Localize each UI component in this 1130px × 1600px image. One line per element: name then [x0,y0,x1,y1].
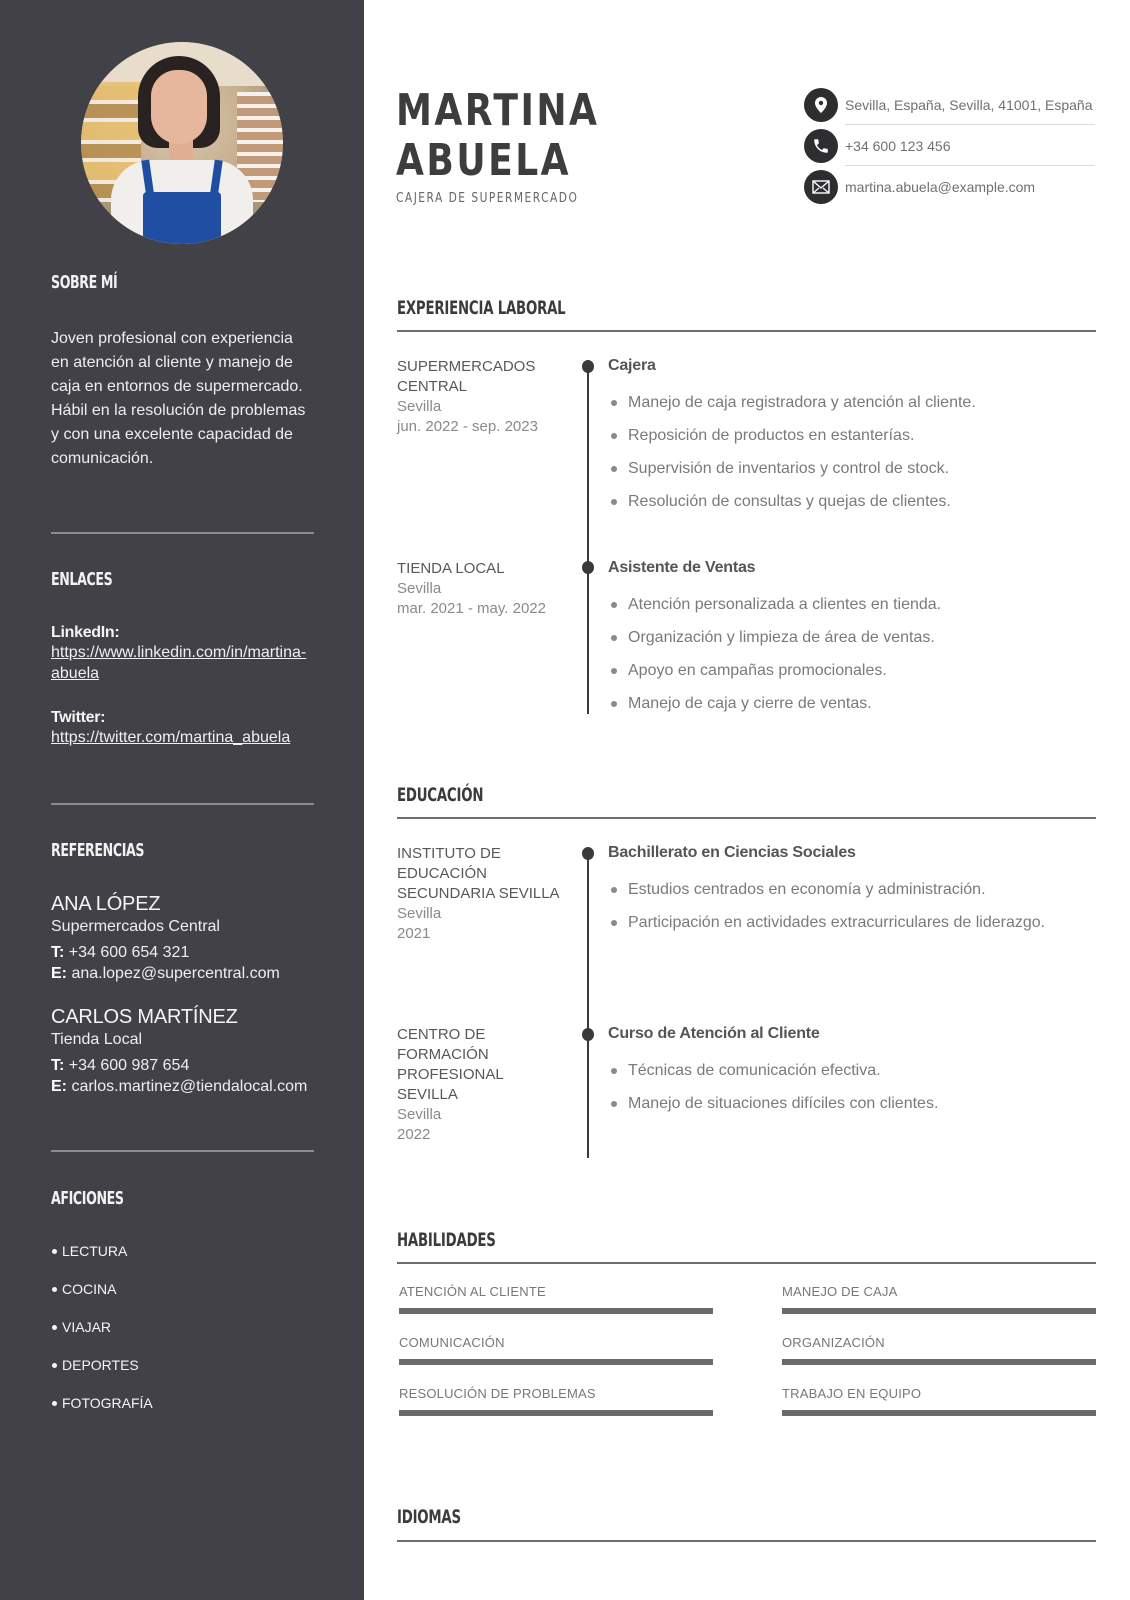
skill-label: COMUNICACIÓN [399,1335,505,1350]
list-item: Apoyo en campañas promocionales. [608,661,1096,681]
skill-bar [399,1308,713,1314]
institution: INSTITUTO DE EDUCACIÓN SECUNDARIA SEVILLA [397,845,560,902]
responsibilities-list [608,595,1096,714]
about-section [51,272,314,293]
hobby-item: DEPORTES [51,1357,314,1395]
job-title: CAJERA DE SUPERMERCADO [396,191,579,206]
twitter-label: Twitter: [51,709,106,726]
full-name [396,86,599,186]
hobby-item: LECTURA [51,1243,314,1281]
education-entry [608,843,1096,946]
links-title: ENLACES [51,569,113,590]
twitter-url[interactable]: https://twitter.com/martina_abuela [51,729,291,746]
timeline-dot [582,561,594,574]
timeline-dot [582,360,594,373]
contact-phone: +34 600 123 456 [804,128,951,164]
hobbies-section [51,1188,314,1209]
location: Sevilla [397,580,442,597]
hobby-item: FOTOGRAFÍA [51,1395,314,1433]
skills-title: HABILIDADES [397,1229,496,1251]
bullet-icon [52,1249,57,1254]
skill-item [399,1386,713,1416]
employer: TIENDA LOCAL [397,560,505,577]
about-text: Joven profesional con experiencia en atención al cliente y manejo de caja en entornos de supermercado. Hábil en la resolución de problemas y con una excelente capacidad de comunicación. [51,330,306,467]
skill-label: MANEJO DE CAJA [782,1284,898,1299]
bullet-icon [52,1363,57,1368]
list-item: Técnicas de comunicación efectiva. [608,1061,1096,1081]
languages-title: IDIOMAS [397,1506,461,1528]
timeline-line [587,360,589,714]
list-item: Atención personalizada a clientes en tienda. [608,595,1096,615]
section-rule [397,330,1096,332]
skill-label: TRABAJO EN EQUIPO [782,1386,922,1401]
degree-title: Curso de Atención al Cliente [608,1025,820,1042]
reference-email: E: ana.lopez@supercentral.com [51,965,280,982]
skill-item [782,1386,1096,1416]
timeline-line [587,848,589,1158]
last-name: ABUELA [396,135,572,186]
contact-divider [845,165,1095,166]
location: Sevilla [397,905,442,922]
section-rule [397,1540,1096,1542]
linkedin-label: LinkedIn: [51,624,120,641]
list-item: Supervisión de inventarios y control de stock. [608,459,1096,479]
reference-name: ANA LÓPEZ [51,893,161,915]
experience-entry [608,558,1096,727]
skill-item [782,1335,1096,1365]
reference-name: CARLOS MARTÍNEZ [51,1006,238,1028]
responsibilities-list [608,393,1096,512]
skill-bar [782,1410,1096,1416]
dates: jun. 2022 - sep. 2023 [397,418,538,435]
skill-label: RESOLUCIÓN DE PROBLEMAS [399,1386,596,1401]
hobby-item: VIAJAR [51,1319,314,1357]
timeline-dot [582,1028,594,1041]
dates: 2022 [397,1126,431,1143]
location-pin-icon [804,88,838,122]
sidebar [0,0,364,1600]
education-title: EDUCACIÓN [397,784,484,806]
skill-item [399,1335,713,1365]
skill-bar [782,1308,1096,1314]
skill-item [782,1284,1096,1314]
hobbies-list [51,1243,314,1433]
skill-label: ATENCIÓN AL CLIENTE [399,1284,546,1299]
envelope-icon [804,170,838,204]
experience-entry [608,356,1096,525]
contact-address: Sevilla, España, Sevilla, 41001, España [804,87,1093,123]
reference-item [51,1006,314,1097]
list-item: Organización y limpieza de área de ventas. [608,628,1096,648]
bullet-icon [52,1287,57,1292]
link-linkedin [51,624,314,684]
phone-icon [804,129,838,163]
skill-label: ORGANIZACIÓN [782,1335,885,1350]
experience-title: EXPERIENCIA LABORAL [397,297,566,319]
education-entry-meta [397,1025,567,1145]
first-name: MARTINA [396,85,600,136]
links-section [51,569,314,590]
sidebar-divider [51,1150,314,1152]
degree-title: Bachillerato en Ciencias Sociales [608,844,856,861]
about-title: SOBRE MÍ [51,272,118,293]
contact-divider [845,124,1095,125]
details-list [608,1061,1096,1114]
role-title: Asistente de Ventas [608,559,756,576]
reference-phone: T: +34 600 654 321 [51,944,190,961]
location: Sevilla [397,1106,442,1123]
linkedin-url[interactable]: https://www.linkedin.com/in/martina-abuela [51,644,307,682]
details-list [608,880,1096,933]
education-entry [608,1024,1096,1127]
list-item: Participación en actividades extracurriculares de liderazgo. [608,913,1096,933]
skill-bar [399,1410,713,1416]
education-entry-meta [397,844,567,944]
timeline-dot [582,847,594,860]
reference-phone: T: +34 600 987 654 [51,1057,190,1074]
hobby-item: COCINA [51,1281,314,1319]
skill-bar [782,1359,1096,1365]
institution: CENTRO DE FORMACIÓN PROFESIONAL SEVILLA [397,1026,504,1103]
list-item: Manejo de caja y cierre de ventas. [608,694,1096,714]
dates: 2021 [397,925,431,942]
list-item: Manejo de caja registradora y atención al cliente. [608,393,1096,413]
references-title: REFERENCIAS [51,840,145,861]
location: Sevilla [397,398,442,415]
dates: mar. 2021 - may. 2022 [397,600,546,617]
list-item: Manejo de situaciones difíciles con clientes. [608,1094,1096,1114]
references-section [51,840,314,861]
reference-item [51,893,314,984]
list-item: Estudios centrados en economía y administración. [608,880,1096,900]
skill-bar [399,1359,713,1365]
list-item: Reposición de productos en estanterías. [608,426,1096,446]
skill-item [399,1284,713,1314]
profile-photo [81,42,283,244]
link-twitter [51,709,314,748]
bullet-icon [52,1325,57,1330]
section-rule [397,817,1096,819]
bullet-icon [52,1401,57,1406]
experience-entry-meta [397,357,567,437]
section-rule [397,1262,1096,1264]
reference-email: E: carlos.martinez@tiendalocal.com [51,1078,308,1095]
hobbies-title: AFICIONES [51,1188,124,1209]
reference-company: Tienda Local [51,1031,143,1048]
sidebar-divider [51,803,314,805]
employer: SUPERMERCADOS CENTRAL [397,358,536,395]
experience-entry-meta [397,559,567,619]
role-title: Cajera [608,357,656,374]
sidebar-divider [51,532,314,534]
list-item: Resolución de consultas y quejas de clientes. [608,492,1096,512]
contact-email: martina.abuela@example.com [804,169,1035,205]
reference-company: Supermercados Central [51,918,220,935]
